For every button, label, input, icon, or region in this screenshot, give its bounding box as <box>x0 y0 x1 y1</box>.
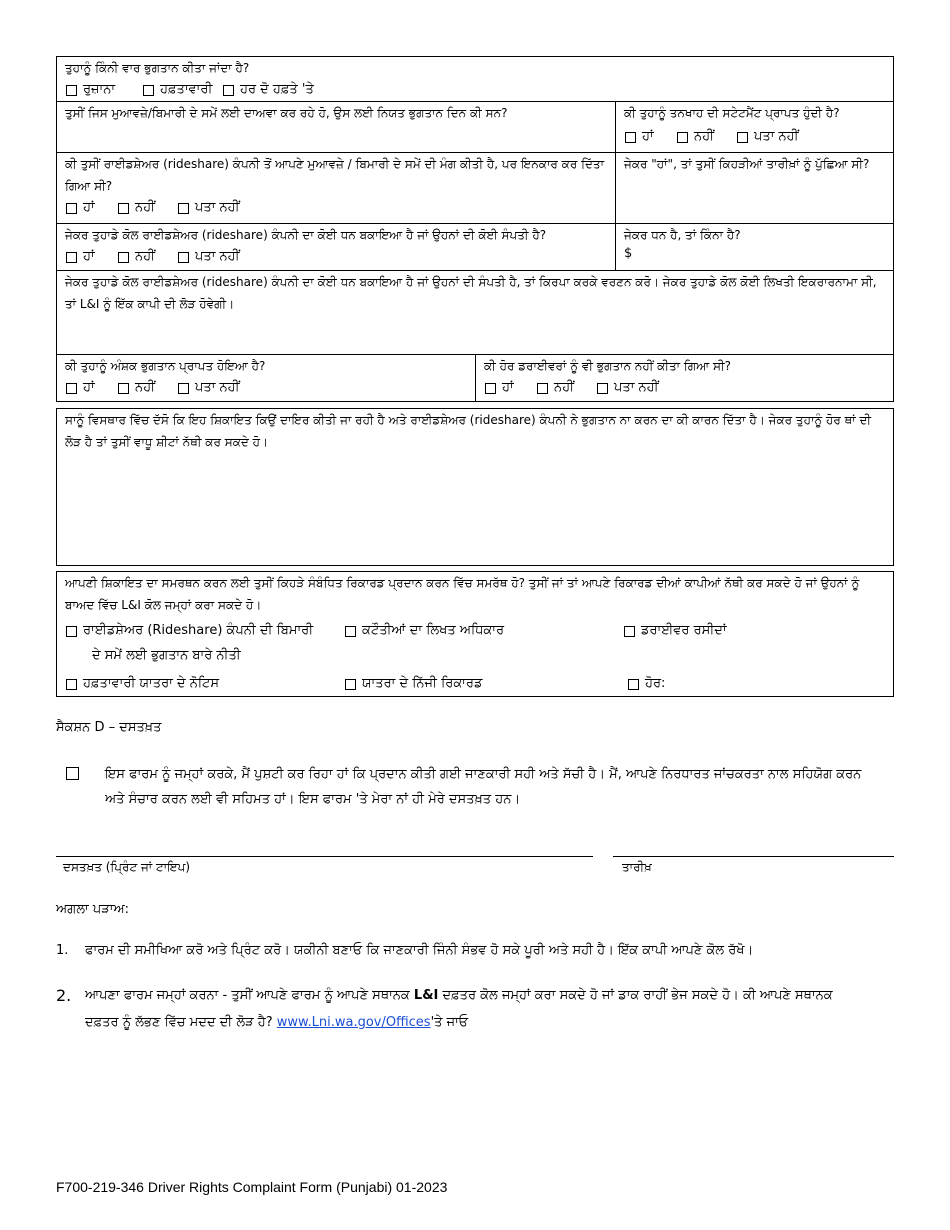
records-cell <box>56 571 894 697</box>
next-steps-heading: ਅਗਲਾ ਪੜਾਅ: <box>56 902 130 917</box>
form-footer: F700-219-346 Driver Rights Complaint Form (Punjabi) 01-2023 <box>56 1179 448 1195</box>
attestation-checkbox[interactable] <box>66 767 79 780</box>
amount-owed-cell[interactable] <box>615 223 894 271</box>
records-other[interactable]: ਹੋਰ: <box>628 676 665 692</box>
requested-denied-unknown[interactable]: ਪਤਾ ਨਹੀਂ <box>178 200 240 216</box>
checkbox[interactable] <box>66 383 77 394</box>
checkbox[interactable] <box>143 85 154 96</box>
checkbox[interactable] <box>737 132 748 143</box>
other-drivers-question: ਕੀ ਹੋਰ ਡਰਾਈਵਰਾਂ ਨੂੰ ਵੀ ਭੁਗਤਾਨ ਨਹੀਂ ਕੀਤਾ ਗਿਆ ਸੀ? <box>484 359 731 373</box>
checkbox[interactable] <box>223 85 234 96</box>
pay-statement-question: ਕੀ ਤੁਹਾਨੂੰ ਤਨਖਾਹ ਦੀ ਸਟੇਟਮੈਂਟ ਪ੍ਰਾਪਤ ਹੁੰਦੀ ਹੈ? <box>624 106 840 120</box>
describe-owed-question: ਜੇਕਰ ਤੁਹਾਡੇ ਕੋਲ ਰਾਈਡਸ਼ੇਅਰ (rideshare) ਕੰਪਨੀ ਦਾ ਕੋਈ ਧਨ ਬਕਾਇਆ ਹੈ ਜਾਂ ਉਹਨਾਂ ਦੀ ਸੰਪਤੀ ਹੈ, ਤਾਂ ਕਿਰਪਾ ਕਰਕੇ ਵਰਣਨ ਕਰੋ। ਜੇਕਰ ਤੁਹਾਡੇ ਕੋਲ ਕੋਈ ਲਿਖਤੀ ਇਕਰਾਰਨਾਮਾ ਸੀ, ਤਾਂ L&I ਨੂੰ ਇੱਕ ਕਾਪੀ ਦੀ ਲੋੜ ਹੋਵੇਗੀ। <box>65 275 877 311</box>
checkbox[interactable] <box>66 626 77 637</box>
requested-denied-question: ਕੀ ਤੁਸੀਂ ਰਾਈਡਸ਼ੇਅਰ (rideshare) ਕੰਪਨੀ ਤੋਂ ਆਪਣੇ ਮੁਆਵਜ਼ੇ / ਬਿਮਾਰੀ ਦੇ ਸਮੇਂ ਦੀ ਮੰਗ ਕੀਤੀ ਹੈ, ਪਰ ਇਨਕਾਰ ਕਰ ਦਿੱਤਾ ਗਿਆ ਸੀ? <box>65 157 605 193</box>
records-receipts[interactable]: ਡਰਾਈਵਰ ਰਸੀਦਾਂ <box>624 623 727 639</box>
pay-statement-unknown[interactable]: ਪਤਾ ਨਹੀਂ <box>737 129 799 145</box>
checkbox[interactable] <box>345 626 356 637</box>
pay-frequency-weekly[interactable]: ਹਫ਼ਤਾਵਾਰੀ <box>143 82 212 98</box>
attestation-line-2: ਅਤੇ ਸੰਚਾਰ ਕਰਨ ਲਈ ਵੀ ਸਹਿਮਤ ਹਾਂ। ਇਸ ਫਾਰਮ 'ਤੇ ਮੇਰਾ ਨਾਂ ਹੀ ਮੇਰੇ ਦਸਤਖ਼ਤ ਹਨ। <box>105 792 521 807</box>
checkbox[interactable] <box>345 679 356 690</box>
checkbox[interactable] <box>677 132 688 143</box>
step-2-text-b: ਦਫ਼ਤਰ ਕੋਲ ਜਮ੍ਹਾਂ ਕਰਾ ਸਕਦੇ ਹੋ ਜਾਂ ਡਾਕ ਰਾਹੀਂ ਭੇਜ ਸਕਦੇ ਹੋ। ਕੀ ਆਪਣੇ ਸਥਾਨਕ <box>442 988 833 1003</box>
amount-owed-question: ਜੇਕਰ ਧਨ ਹੈ, ਤਾਂ ਕਿੰਨਾ ਹੈ? <box>624 228 741 242</box>
request-dates-cell[interactable] <box>615 152 894 224</box>
records-personal[interactable]: ਯਾਤਰਾ ਦੇ ਨਿੱਜੀ ਰਿਕਾਰਡ <box>345 676 482 692</box>
checkbox[interactable] <box>178 383 189 394</box>
requested-denied-no[interactable]: ਨਹੀਂ <box>118 200 155 216</box>
step-2-line-1 <box>85 983 833 1009</box>
records-question: ਆਪਣੀ ਸ਼ਿਕਾਇਤ ਦਾ ਸਮਰਥਨ ਕਰਨ ਲਈ ਤੁਸੀਂ ਕਿਹੜੇ ਸੰਬੰਧਿਤ ਰਿਕਾਰਡ ਪ੍ਰਦਾਨ ਕਰਨ ਵਿੱਚ ਸਮਰੱਥ ਹੋ? ਤੁਸੀਂ ਜਾਂ ਤਾਂ ਆਪਣੇ ਰਿਕਾਰਡ ਦੀਆਂ ਕਾਪੀਆਂ ਨੱਥੀ ਕਰ ਸਕਦੇ ਹੋ ਜਾਂ ਉਹਨਾਂ ਨੂੰ ਬਾਅਦ ਵਿੱਚ L&I ਕੋਲ ਜਮ੍ਹਾਂ ਕਰਾ ਸਕਦੇ ਹੋ। <box>65 576 860 612</box>
checkbox[interactable] <box>628 679 639 690</box>
step-2-number: 2. <box>56 986 72 1005</box>
checkbox[interactable] <box>597 383 608 394</box>
pay-statement-cell <box>615 101 894 153</box>
describe-owed-cell[interactable] <box>56 270 894 355</box>
date-line[interactable] <box>613 856 894 857</box>
pay-statement-no[interactable]: ਨਹੀਂ <box>677 129 714 145</box>
pay-frequency-biweekly[interactable]: ਹਰ ਦੋ ਹਫ਼ਤੇ 'ਤੇ <box>223 82 314 98</box>
pay-statement-yes[interactable]: ਹਾਂ <box>625 129 654 145</box>
payment-days-question: ਤੁਸੀਂ ਜਿਸ ਮੁਆਵਜ਼ੇ/ਬਿਮਾਰੀ ਦੇ ਸਮੇਂ ਲਈ ਦਾਅਵਾ ਕਰ ਰਹੇ ਹੋ, ਉਸ ਲਈ ਨਿਯਤ ਭੁਗਤਾਨ ਦਿਨ ਕੀ ਸਨ? <box>65 106 508 120</box>
money-owed-no[interactable]: ਨਹੀਂ <box>118 249 155 265</box>
partial-payment-unknown[interactable]: ਪਤਾ ਨਹੀਂ <box>178 380 240 396</box>
checkbox[interactable] <box>537 383 548 394</box>
checkbox[interactable] <box>118 252 129 263</box>
step-2-text-c: ਦਫ਼ਤਰ ਨੂੰ ਲੱਭਣ ਵਿੱਚ ਮਦਦ ਦੀ ਲੋੜ ਹੈ? <box>85 1015 273 1030</box>
checkbox[interactable] <box>66 203 77 214</box>
other-drivers-unknown[interactable]: ਪਤਾ ਨਹੀਂ <box>597 380 659 396</box>
checkbox[interactable] <box>624 626 635 637</box>
other-drivers-no[interactable]: ਨਹੀਂ <box>537 380 574 396</box>
money-owed-unknown[interactable]: ਪਤਾ ਨਹੀਂ <box>178 249 240 265</box>
checkbox[interactable] <box>178 203 189 214</box>
step-1-number: 1. <box>56 943 69 958</box>
money-owed-cell <box>56 223 616 271</box>
checkbox[interactable] <box>485 383 496 394</box>
checkbox[interactable] <box>118 203 129 214</box>
signature-label: ਦਸਤਖ਼ਤ (ਪ੍ਰਿੰਟ ਜਾਂ ਟਾਇਪ) <box>63 860 190 874</box>
section-d-heading: ਸੈਕਸ਼ਨ D – ਦਸਤਖ਼ਤ <box>56 720 162 735</box>
attestation-line-1: ਇਸ ਫਾਰਮ ਨੂੰ ਜਮ੍ਹਾਂ ਕਰਕੇ, ਮੈਂ ਪੁਸ਼ਟੀ ਕਰ ਰਿਹਾ ਹਾਂ ਕਿ ਪ੍ਰਦਾਨ ਕੀਤੀ ਗਈ ਜਾਣਕਾਰੀ ਸਹੀ ਅਤੇ ਸੱਚੀ ਹੈ। ਮੈਂ, ਆਪਣੇ ਨਿਰਧਾਰਤ ਜਾਂਚਕਰਤਾ ਨਾਲ ਸਹਿਯੋਗ ਕਰਨ <box>105 767 862 782</box>
step-2-bold-lni: L&I <box>413 988 439 1003</box>
money-owed-question: ਜੇਕਰ ਤੁਹਾਡੇ ਕੋਲ ਰਾਈਡਸ਼ੇਅਰ (rideshare) ਕੰਪਨੀ ਦਾ ਕੋਈ ਧਨ ਬਕਾਇਆ ਹੈ ਜਾਂ ਉਹਨਾਂ ਦੀ ਕੋਈ ਸੰਪਤੀ ਹੈ? <box>65 228 547 242</box>
money-owed-yes[interactable]: ਹਾਂ <box>66 249 95 265</box>
offices-link[interactable]: www.Lni.wa.gov/Offices <box>276 1015 431 1030</box>
requested-denied-cell <box>56 152 616 224</box>
partial-payment-no[interactable]: ਨਹੀਂ <box>118 380 155 396</box>
partial-payment-yes[interactable]: ਹਾਂ <box>66 380 95 396</box>
checkbox[interactable] <box>66 679 77 690</box>
complaint-explanation-cell[interactable] <box>56 408 894 566</box>
records-weekly-notices[interactable]: ਹਫ਼ਤਾਵਾਰੀ ਯਾਤਰਾ ਦੇ ਨੋਟਿਸ <box>66 676 219 692</box>
pay-frequency-daily[interactable]: ਰੁਜ਼ਾਨਾ <box>66 82 115 98</box>
checkbox[interactable] <box>66 252 77 263</box>
checkbox[interactable] <box>118 383 129 394</box>
records-policy[interactable]: ਰਾਈਡਸ਼ੇਅਰ (Rideshare) ਕੰਪਨੀ ਦੀ ਬਿਮਾਰੀ <box>66 623 313 639</box>
other-drivers-yes[interactable]: ਹਾਂ <box>485 380 514 396</box>
step-2-line-2 <box>85 1010 468 1036</box>
pay-frequency-cell <box>56 56 894 102</box>
step-1-text: ਫਾਰਮ ਦੀ ਸਮੀਖਿਆ ਕਰੋ ਅਤੇ ਪ੍ਰਿੰਟ ਕਰੋ। ਯਕੀਨੀ ਬਣਾਓ ਕਿ ਜਾਣਕਾਰੀ ਜਿੰਨੀ ਸੰਭਵ ਹੋ ਸਕੇ ਪੂਰੀ ਅਤੇ ਸਹੀ ਹੈ। ਇੱਕ ਕਾਪੀ ਆਪਣੇ ਕੋਲ ਰੱਖੋ। <box>85 943 754 958</box>
records-deductions[interactable]: ਕਟੌਤੀਆਂ ਦਾ ਲਿਖਤ ਅਧਿਕਾਰ <box>345 623 504 639</box>
checkbox[interactable] <box>625 132 636 143</box>
partial-payment-cell <box>56 354 476 402</box>
currency-symbol: $ <box>624 246 633 261</box>
checkbox[interactable] <box>66 85 77 96</box>
checkbox[interactable] <box>178 252 189 263</box>
other-drivers-cell <box>475 354 894 402</box>
complaint-explanation-question: ਸਾਨੂੰ ਵਿਸਥਾਰ ਵਿੱਚ ਦੱਸੋ ਕਿ ਇਹ ਸ਼ਿਕਾਇਤ ਕਿਉਂ ਦਾਇਰ ਕੀਤੀ ਜਾ ਰਹੀ ਹੈ ਅਤੇ ਰਾਈਡਸ਼ੇਅਰ (rideshare) ਕੰਪਨੀ ਨੇ ਭੁਗਤਾਨ ਨਾ ਕਰਨ ਦਾ ਕੀ ਕਾਰਨ ਦਿੱਤਾ ਹੈ। ਜੇਕਰ ਤੁਹਾਨੂੰ ਹੋਰ ਥਾਂ ਦੀ ਲੋੜ ਹੈ ਤਾਂ ਤੁਸੀਂ ਵਾਧੂ ਸ਼ੀਟਾਂ ਨੱਥੀ ਕਰ ਸਕਦੇ ਹੋ। <box>65 413 872 449</box>
requested-denied-yes[interactable]: ਹਾਂ <box>66 200 95 216</box>
step-2-text-a: ਆਪਣਾ ਫਾਰਮ ਜਮ੍ਹਾਂ ਕਰਨਾ - ਤੁਸੀਂ ਆਪਣੇ ਫਾਰਮ ਨੂੰ ਆਪਣੇ ਸਥਾਨਕ <box>85 988 410 1003</box>
partial-payment-question: ਕੀ ਤੁਹਾਨੂੰ ਅੰਸ਼ਕ ਭੁਗਤਾਨ ਪ੍ਰਾਪਤ ਹੋਇਆ ਹੈ? <box>65 359 266 373</box>
records-policy-line2: ਦੇ ਸਮੇਂ ਲਈ ਭੁਗਤਾਨ ਬਾਰੇ ਨੀਤੀ <box>92 648 241 663</box>
pay-frequency-question: ਤੁਹਾਨੂੰ ਕਿੰਨੀ ਵਾਰ ਭੁਗਤਾਨ ਕੀਤਾ ਜਾਂਦਾ ਹੈ? <box>65 61 250 75</box>
request-dates-question: ਜੇਕਰ "ਹਾਂ", ਤਾਂ ਤੁਸੀਂ ਕਿਹੜੀਆਂ ਤਾਰੀਖ਼ਾਂ ਨੂੰ ਪੁੱਛਿਆ ਸੀ? <box>624 157 870 171</box>
payment-days-cell <box>56 101 616 153</box>
date-label: ਤਾਰੀਖ਼ <box>622 860 652 874</box>
step-2-text-d: 'ਤੇ ਜਾਓ <box>430 1015 469 1030</box>
